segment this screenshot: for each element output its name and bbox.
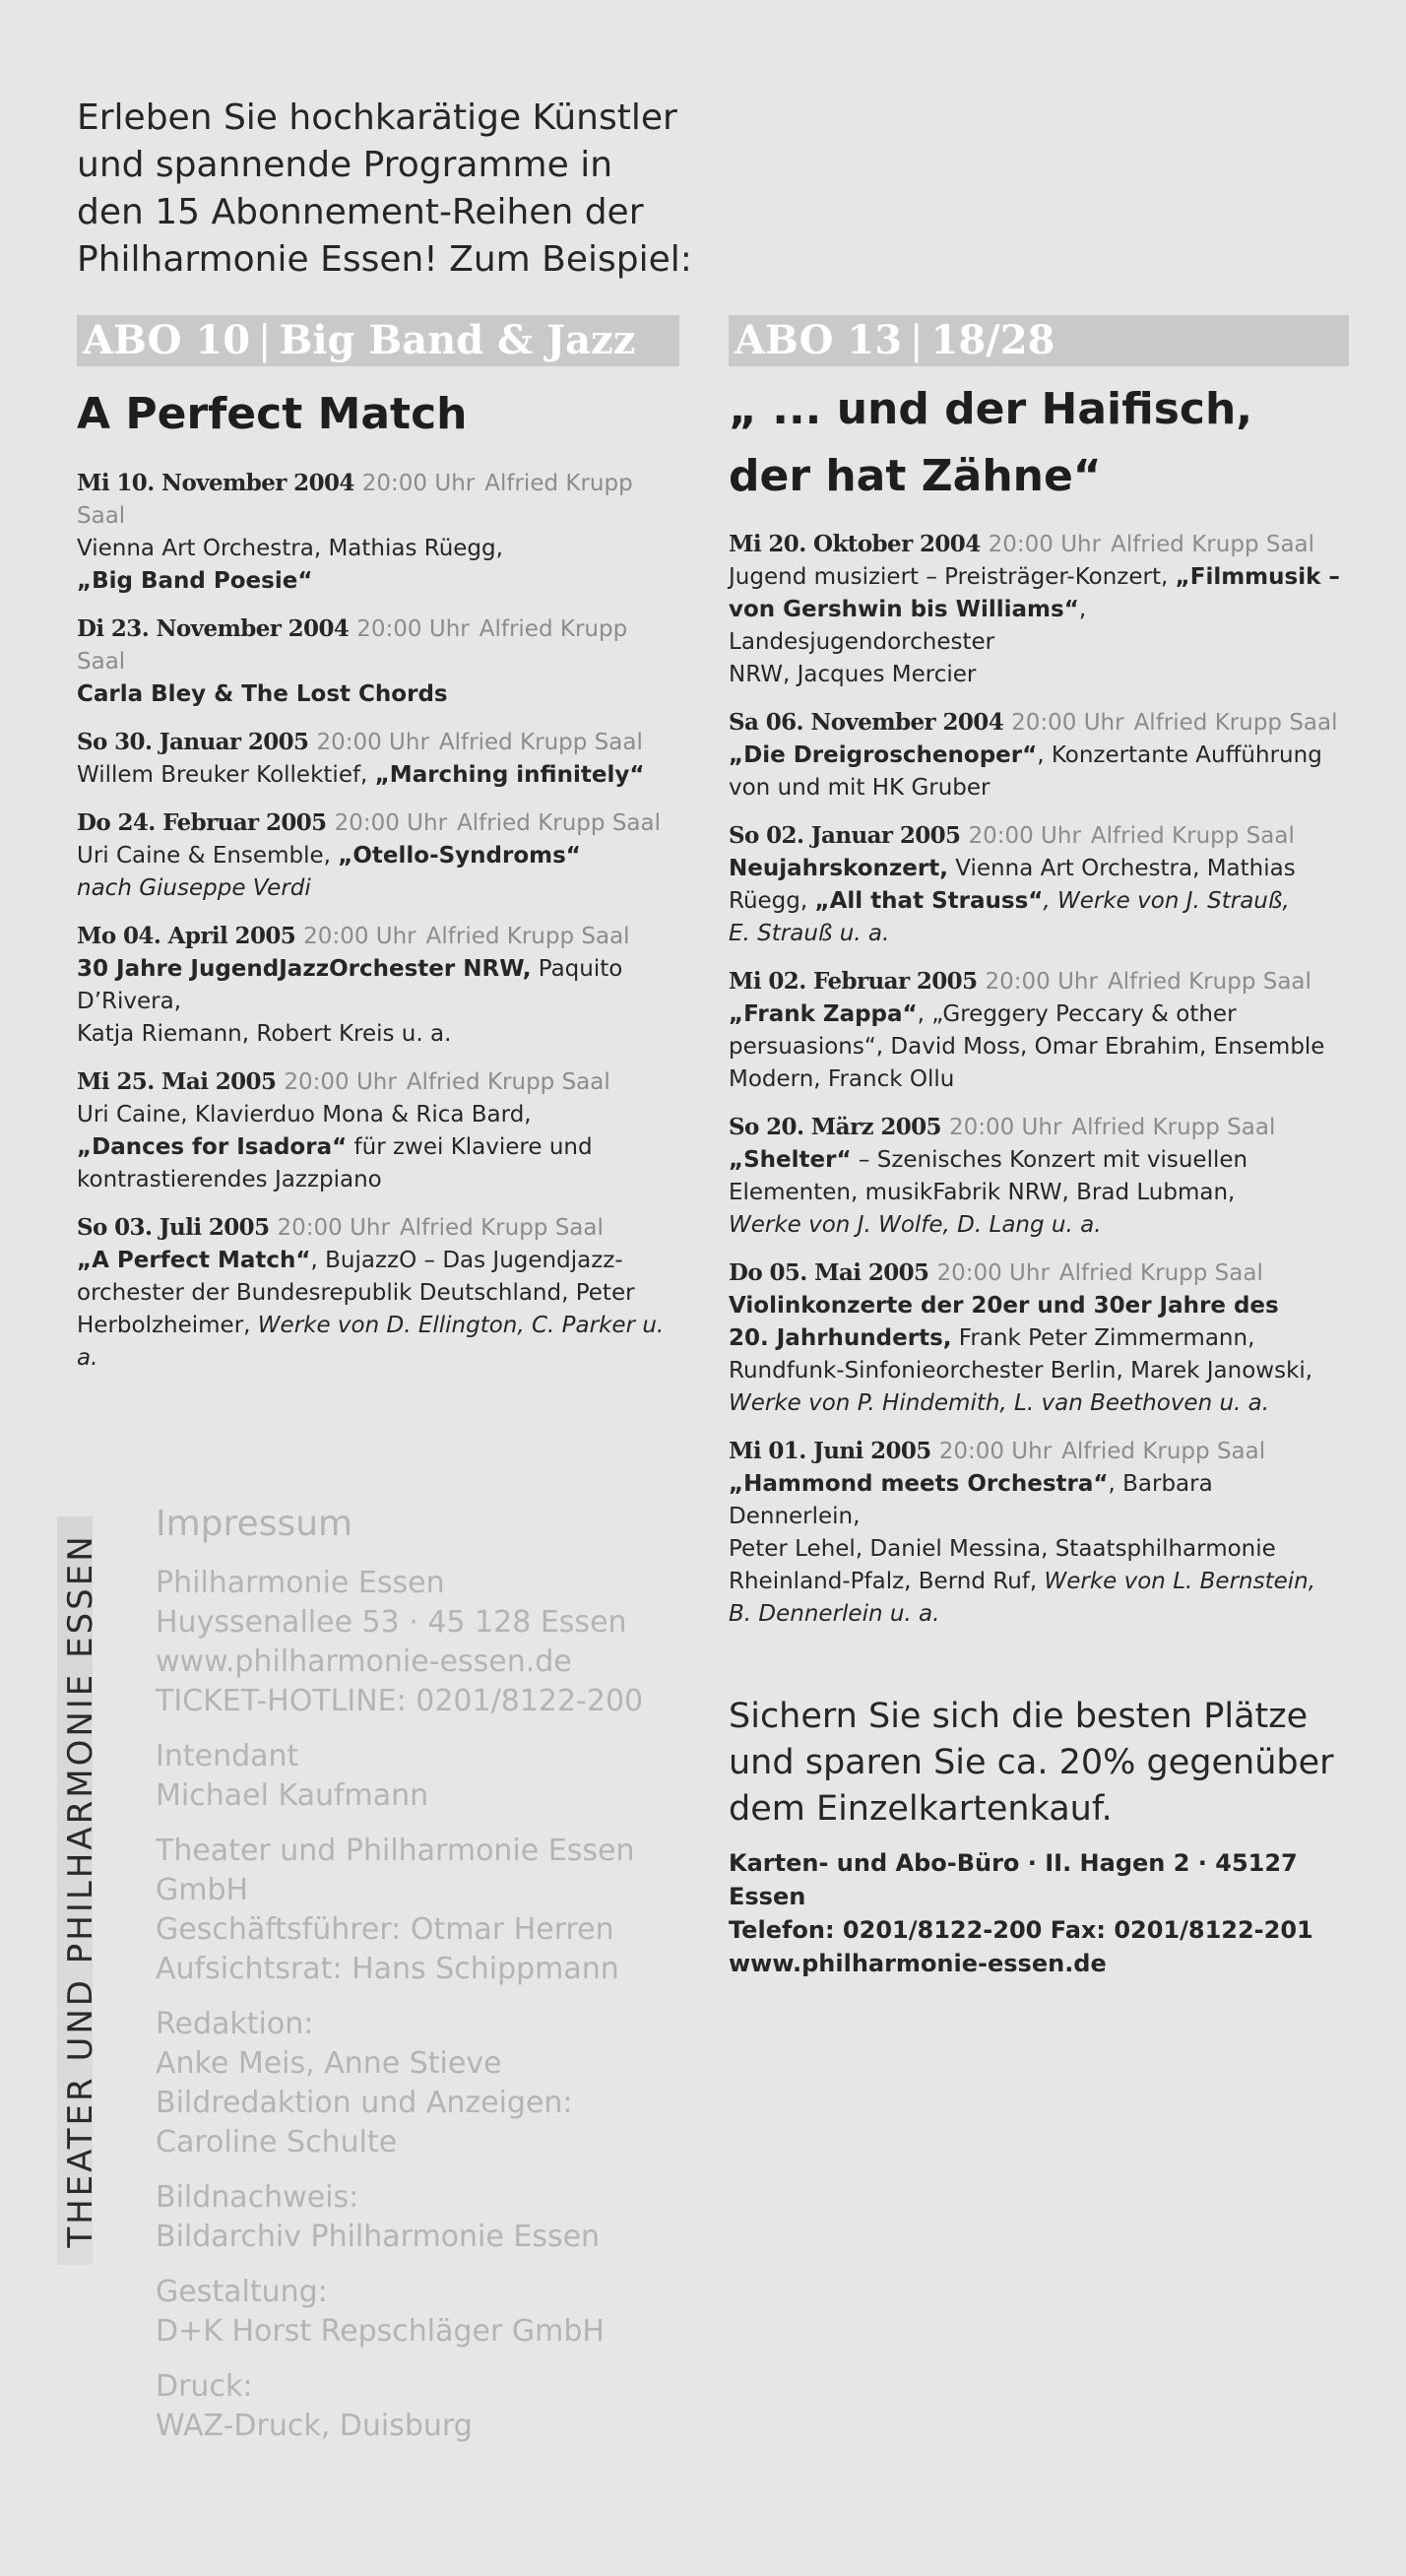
event-text: Rundfunk-Sinfonieorchester Berlin, Marek Janowski, [729, 1358, 1313, 1384]
event-header [77, 920, 679, 953]
event-highlight: „A Perfect Match“ [77, 1248, 311, 1273]
event-line [77, 1310, 679, 1375]
event-highlight: Violinkonzerte der 20er und 30er Jahre des [729, 1293, 1279, 1319]
abo-10-event-list [77, 467, 679, 1375]
event-date: Do 05. Mai 2005 [729, 1259, 929, 1286]
event-date: Mo 04. April 2005 [77, 923, 296, 949]
event-line [77, 1164, 679, 1196]
concert-event [729, 528, 1349, 691]
event-text: , Landesjugendorchester [729, 597, 1087, 655]
event-text: von und mit HK Gruber [729, 775, 991, 801]
event-time: 20:00 Uhr [988, 532, 1102, 557]
abo-13-banner: ABO 13 | 18/28 [729, 315, 1349, 366]
impressum-group [156, 1737, 707, 1816]
impressum-line: TICKET-HOTLINE: 0201/8122-200 [156, 1684, 644, 1718]
promo-contact-line: Telefon: 0201/8122-200 Fax: 0201/8122-201 [729, 1916, 1313, 1944]
promo-headline-line: und sparen Sie ca. 20% gegenüber [729, 1743, 1334, 1782]
event-venue: Alfried Krupp Saal [399, 1215, 604, 1241]
concert-event [77, 1211, 679, 1375]
event-date: So 30. Januar 2005 [77, 729, 309, 755]
event-highlight: 20. Jahrhunderts, [729, 1325, 952, 1351]
ticket-promo [729, 1694, 1359, 1980]
event-line [729, 998, 1349, 1031]
event-works: B. Dennerlein u. a. [729, 1601, 940, 1627]
event-works: Werke von D. Ellington, C. Parker u. a. [77, 1313, 665, 1371]
concert-event [77, 1065, 679, 1196]
impressum-line: D+K Horst Repschläger GmbH [156, 2314, 605, 2349]
event-text: persuasions“, David Moss, Omar Ebrahim, Ensemble [729, 1034, 1325, 1060]
event-time: 20:00 Uhr [334, 810, 448, 836]
event-date: Sa 06. November 2004 [729, 709, 1004, 736]
event-venue: Alfried Krupp Saal [77, 616, 628, 675]
event-venue: Alfried Krupp Saal [1071, 1115, 1276, 1140]
event-text: Vienna Art Orchestra, Mathias [947, 856, 1296, 881]
event-highlight: „Filmmusik – [1175, 564, 1340, 590]
event-venue: Alfried Krupp Saal [425, 924, 630, 949]
event-line [729, 1031, 1349, 1063]
event-date: So 02. Januar 2005 [729, 822, 961, 849]
event-line [729, 1177, 1349, 1209]
event-date: Mi 20. Oktober 2004 [729, 531, 981, 557]
event-venue: Alfried Krupp Saal [406, 1069, 610, 1095]
event-highlight: „Shelter“ [729, 1147, 852, 1173]
event-works: E. Strauß u. a. [729, 921, 890, 946]
event-text: für zwei Klaviere und [347, 1134, 593, 1160]
impressum-group [156, 1832, 707, 1989]
event-header [77, 612, 679, 678]
event-text: NRW, Jacques Mercier [729, 662, 977, 687]
impressum-line: GmbH [156, 1873, 249, 1907]
impressum-group [156, 2005, 707, 2162]
impressum [156, 1497, 707, 2462]
event-line [729, 1144, 1349, 1177]
impressum-line: WAZ-Druck, Duisburg [156, 2409, 473, 2443]
event-text: Rheinland-Pfalz, Bernd Ruf, [729, 1569, 1045, 1594]
impressum-line: Gestaltung: [156, 2275, 328, 2309]
impressum-line: Theater und Philharmonie Essen [156, 1834, 635, 1868]
abo-name: Big Band & Jazz [279, 317, 636, 363]
event-highlight: „Dances for Isadora“ [77, 1134, 348, 1160]
event-line [77, 872, 679, 905]
event-text: , Konzertante Aufführung [1037, 742, 1322, 768]
event-highlight: 30 Jahre JugendJazzOrchester NRW, [77, 956, 532, 982]
concert-event [77, 467, 679, 598]
concert-event [729, 819, 1349, 950]
event-line [729, 1355, 1349, 1387]
event-text: Uri Caine, Klavierduo Mona & Rica Bard, [77, 1102, 532, 1127]
event-line [729, 1533, 1349, 1566]
event-header [729, 1435, 1349, 1468]
event-text: , BujazzO – Das Jugendjazz- [310, 1248, 623, 1273]
concert-event [729, 706, 1349, 805]
event-date: Mi 10. November 2004 [77, 470, 354, 496]
event-time: 20:00 Uhr [968, 823, 1081, 849]
event-line [729, 1468, 1349, 1533]
event-text: Elementen, musikFabrik NRW, Brad Lubman, [729, 1180, 1236, 1205]
event-venue: Alfried Krupp Saal [1107, 969, 1311, 995]
event-text: Frank Peter Zimmermann, [951, 1325, 1255, 1351]
event-works: , Werke von J. Strauß, [1043, 888, 1290, 914]
event-time: 20:00 Uhr [1011, 710, 1124, 736]
event-line [77, 1099, 679, 1131]
concert-event [77, 920, 679, 1051]
event-line [729, 659, 1349, 691]
event-works: Werke von L. Bernstein, [1044, 1569, 1316, 1594]
event-line [729, 1566, 1349, 1598]
event-venue: Alfried Krupp Saal [1061, 1439, 1266, 1464]
event-line [729, 1290, 1349, 1322]
event-header [77, 467, 679, 533]
event-date: Do 24. Februar 2005 [77, 809, 327, 836]
event-text: Uri Caine & Ensemble, [77, 843, 339, 869]
intro-line: und spannende Programme in [77, 145, 613, 185]
abo-13-event-list [729, 528, 1349, 1631]
impressum-line: Bildnachweis: [156, 2180, 359, 2215]
event-line [729, 1322, 1349, 1355]
impressum-group [156, 2273, 707, 2351]
concert-event [729, 1435, 1349, 1631]
promo-headline [729, 1694, 1359, 1833]
event-highlight: Neujahrskonzert, [729, 856, 948, 881]
event-highlight: „Frank Zappa“ [729, 1001, 918, 1027]
event-header [729, 819, 1349, 853]
event-header [77, 1211, 679, 1245]
impressum-line: Bildarchiv Philharmonie Essen [156, 2220, 601, 2254]
event-line [77, 1131, 679, 1164]
event-line [729, 740, 1349, 772]
event-time: 20:00 Uhr [284, 1069, 397, 1095]
event-highlight: „Marching infinitely“ [374, 762, 645, 788]
event-time: 20:00 Uhr [936, 1260, 1050, 1286]
event-line [77, 1018, 679, 1051]
event-line [729, 1387, 1349, 1420]
event-text: – Szenisches Konzert mit visuellen [851, 1147, 1248, 1173]
event-line [77, 1277, 679, 1310]
event-venue: Alfried Krupp Saal [1111, 532, 1315, 557]
concert-event [729, 1111, 1349, 1242]
event-highlight: „Otello-Syndroms“ [338, 843, 581, 869]
event-text: Willem Breuker Kollektief, [77, 762, 375, 788]
event-line [729, 594, 1349, 659]
impressum-line: Caroline Schulte [156, 2125, 398, 2159]
event-line [77, 1245, 679, 1277]
impressum-line: www.philharmonie-essen.de [156, 1644, 572, 1679]
event-text: orchester der Bundesrepublik Deutschland, Peter [77, 1280, 635, 1306]
event-time: 20:00 Uhr [948, 1115, 1062, 1140]
impressum-line: Anke Meis, Anne Stieve [156, 2046, 502, 2081]
event-line [77, 565, 679, 598]
event-highlight: „Hammond meets Orchestra“ [729, 1471, 1109, 1497]
impressum-title: Impressum [156, 1504, 353, 1544]
abo-10-column [77, 315, 679, 1389]
event-header [729, 1256, 1349, 1290]
event-line [729, 1063, 1349, 1096]
title-line: der hat Zähne“ [729, 451, 1102, 501]
event-highlight: von Gershwin bis Williams“ [729, 597, 1079, 622]
impressum-group [156, 1564, 707, 1721]
impressum-line: Aufsichtsrat: Hans Schippmann [156, 1952, 619, 1986]
promo-headline-line: Sichern Sie sich die besten Plätze [729, 1697, 1309, 1736]
event-header [729, 1111, 1349, 1144]
concert-event [77, 612, 679, 711]
event-line [77, 840, 679, 872]
event-line [729, 885, 1349, 918]
impressum-group [156, 2178, 707, 2257]
event-time: 20:00 Uhr [361, 471, 476, 496]
concert-event [729, 1256, 1349, 1420]
event-venue: Alfried Krupp Saal [1058, 1260, 1263, 1286]
event-date: Mi 02. Februar 2005 [729, 968, 978, 995]
event-date: So 03. Juli 2005 [77, 1214, 270, 1241]
title-line: A Perfect Match [77, 389, 468, 439]
intro-line: den 15 Abonnement-Reihen der [77, 192, 644, 232]
impressum-line: Huyssenallee 53 · 45 128 Essen [156, 1605, 627, 1640]
concert-event [729, 965, 1349, 1096]
promo-headline-line: dem Einzelkartenkauf. [729, 1789, 1113, 1829]
title-line: „ ... und der Haifisch, [729, 384, 1253, 434]
event-line [77, 759, 679, 792]
event-venue: Alfried Krupp Saal [77, 471, 633, 529]
event-text: Jugend musiziert – Preisträger-Konzert, [729, 564, 1176, 590]
impressum-line: Bildredaktion und Anzeigen: [156, 2086, 573, 2120]
event-text: Paquito D’Rivera, [77, 956, 623, 1014]
event-header [77, 726, 679, 759]
event-time: 20:00 Uhr [277, 1215, 390, 1241]
event-works: nach Giuseppe Verdi [77, 875, 311, 901]
event-time: 20:00 Uhr [316, 730, 429, 755]
abo-label: ABO 13 [735, 317, 903, 363]
event-date: So 20. März 2005 [729, 1114, 941, 1140]
event-works: Werke von J. Wolfe, D. Lang u. a. [729, 1212, 1102, 1238]
promo-contact-line: Karten- und Abo-Büro · II. Hagen 2 · 45127 Essen [729, 1849, 1298, 1910]
impressum-line: Michael Kaufmann [156, 1778, 429, 1813]
event-header [729, 706, 1349, 740]
event-line [729, 853, 1349, 885]
event-date: Mi 01. Juni 2005 [729, 1438, 931, 1464]
event-header [77, 1065, 679, 1099]
abo-label: ABO 10 [83, 317, 251, 363]
event-line [77, 533, 679, 565]
abo-10-banner: ABO 10 | Big Band & Jazz [77, 315, 679, 366]
impressum-groups [156, 1564, 707, 2446]
event-time: 20:00 Uhr [985, 969, 1098, 995]
event-line [729, 561, 1349, 594]
event-line [729, 1598, 1349, 1631]
impressum-line: Geschäftsführer: Otmar Herren [156, 1912, 614, 1947]
concert-event [77, 806, 679, 905]
abo-10-title [77, 380, 679, 449]
promo-contact-line: www.philharmonie-essen.de [729, 1950, 1107, 1977]
event-line [729, 1209, 1349, 1242]
event-line [77, 678, 679, 711]
event-text: Peter Lehel, Daniel Messina, Staatsphilharmonie [729, 1536, 1276, 1562]
impressum-line: Intendant [156, 1739, 299, 1773]
event-line [729, 918, 1349, 950]
event-text: , „Greggery Peccary & other [917, 1001, 1237, 1027]
event-time: 20:00 Uhr [356, 616, 470, 642]
abo-13-column [729, 315, 1349, 1645]
event-text: Modern, Franck Ollu [729, 1066, 955, 1092]
event-highlight: „Die Dreigroschenoper“ [729, 742, 1038, 768]
abo-13-title [729, 376, 1349, 510]
event-date: Mi 25. Mai 2005 [77, 1068, 277, 1095]
event-text: kontrastierendes Jazzpiano [77, 1167, 382, 1192]
event-highlight: „Big Band Poesie“ [77, 568, 313, 594]
intro-text [77, 95, 707, 284]
event-venue: Alfried Krupp Saal [438, 730, 643, 755]
event-line [77, 953, 679, 1018]
intro-line: Philharmonie Essen! Zum Beispiel: [77, 239, 692, 280]
impressum-line: Redaktion: [156, 2007, 314, 2041]
event-highlight: „All that Strauss“ [814, 888, 1044, 914]
intro-line: Erleben Sie hochkarätige Künstler [77, 97, 677, 138]
impressum-line: Druck: [156, 2369, 253, 2404]
event-time: 20:00 Uhr [938, 1439, 1053, 1464]
event-text: , Barbara Dennerlein, [729, 1471, 1213, 1529]
concert-event [77, 726, 679, 792]
event-date: Di 23. November 2004 [77, 615, 350, 642]
event-header [729, 528, 1349, 561]
event-text: Vienna Art Orchestra, Mathias Rüegg, [77, 536, 503, 561]
abo-name: 18/28 [930, 317, 1055, 363]
event-venue: Alfried Krupp Saal [1090, 823, 1295, 849]
event-time: 20:00 Uhr [303, 924, 416, 949]
impressum-line: Philharmonie Essen [156, 1566, 445, 1600]
event-line [729, 772, 1349, 805]
event-text: Rüegg, [729, 888, 815, 914]
event-venue: Alfried Krupp Saal [457, 810, 661, 836]
event-header [77, 806, 679, 840]
promo-contact [729, 1846, 1359, 1980]
event-text: Herbolzheimer, [77, 1313, 258, 1338]
side-vertical-label: THEATER UND PHILHARMONIE ESSEN [61, 1533, 100, 2248]
event-venue: Alfried Krupp Saal [1133, 710, 1338, 736]
impressum-group [156, 2367, 707, 2446]
event-works: Werke von P. Hindemith, L. van Beethoven u. a. [729, 1390, 1270, 1416]
event-header [729, 965, 1349, 998]
event-text: Katja Riemann, Robert Kreis u. a. [77, 1021, 452, 1047]
event-highlight: Carla Bley & The Lost Chords [77, 681, 448, 707]
